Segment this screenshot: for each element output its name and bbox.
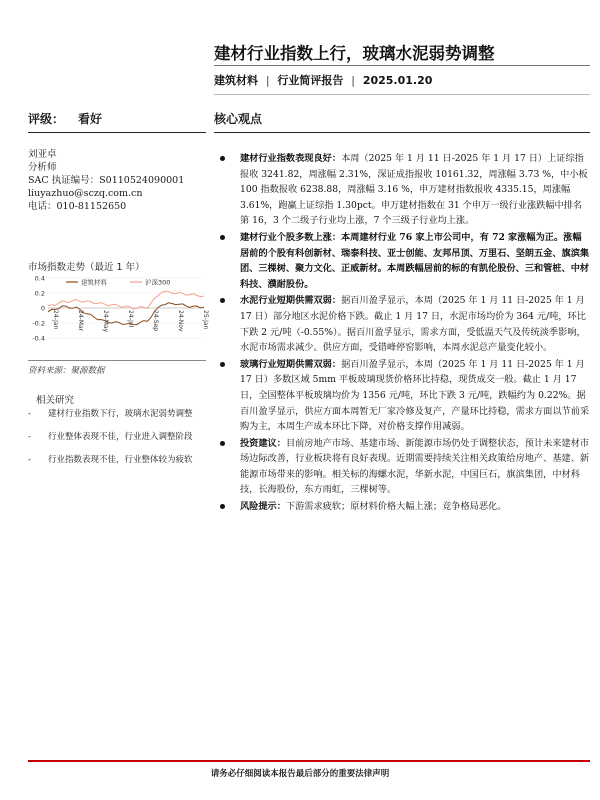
related-research-list (28, 408, 208, 477)
x-tick-label: 24-Nov (177, 310, 184, 332)
legal-disclaimer[interactable]: 请务必仔细阅读本报告最后部分的重要法律声明 (210, 769, 390, 779)
report-type-label: 行业简评报告 (277, 74, 344, 87)
analyst-sac: SAC 执证编号：S0110524090001 (28, 175, 185, 186)
core-view-item (218, 151, 590, 229)
legend-label: 沪深300 (145, 278, 171, 287)
bullet-dot (220, 235, 225, 240)
core-view-text: 下游需求疲软；原材料价格大幅上涨；竞争格局恶化。 (285, 501, 507, 513)
subtitle-separator: | (351, 74, 355, 87)
series-line (48, 291, 204, 309)
analyst-name: 刘亚卓 (28, 149, 57, 160)
related-item[interactable]: - 行业指数表现不佳，行业整体较为疲软 (28, 455, 193, 465)
related-item[interactable]: - 行业整体表现不佳，行业进入调整阶段 (28, 432, 193, 442)
analyst-info (28, 148, 203, 213)
chart-divider (28, 360, 206, 361)
subtitle-separator: | (265, 74, 270, 87)
list-dash: - (28, 432, 31, 442)
core-view-lead: 建材行业个股多数上涨：本周建材行业 76 家上市公司中，有 72 家涨幅为正。涨幅居前的个股有科创新材、瑞泰科技、亚士创能、友邦吊顶、万里石、坚朗五金、旗滨集团、三棵树、聚力文化、正威新材。本周跌幅居前的标的有凯伦股份、三和管桩、中材科技、濮耐股份。 (240, 231, 590, 290)
rating-label: 评级： (28, 112, 65, 126)
legend-label: 建筑材料 (81, 278, 107, 287)
bullet-dot (220, 156, 225, 161)
analyst-phone: 电话：010-81152650 (28, 201, 127, 212)
report-subtitle (214, 72, 432, 88)
bullet-dot (220, 362, 225, 367)
x-tick-label: 24-Sep (152, 310, 159, 332)
core-view-text: 本周（2025 年 1 月 11 日-2025 年 1 月 17 日）上证综指报收 3241.82，周涨幅 2.31%，深证成指报收 10161.32，周涨幅 3.73 %，中小板 100 指数报收 6238.88，周涨幅 3.16 %，申万建材指数报收 4335.15，周涨幅 3.61%，跑赢上证综指 1.30pct。申万建材指数在 31 个申万一级行业涨跌幅中排名第 16，3 个二级子行业均上涨，7 个三级子行业均上涨。 (240, 153, 588, 227)
bullet-dot (220, 298, 225, 303)
related-item[interactable]: - 建材行业指数下行，玻璃水泥弱势调整 (28, 409, 193, 419)
y-tick-label: 0.4 (34, 274, 45, 283)
related-research-title: 相关研究 (36, 395, 75, 406)
list-dash: - (28, 455, 31, 465)
core-view-item (218, 293, 590, 355)
core-view-lead: 风险提示： (240, 501, 286, 513)
core-views-title: 核心观点 (214, 112, 263, 126)
report-title: 建材行业指数上行，玻璃水泥弱势调整 (214, 44, 495, 63)
core-view-lead: 玻璃行业短期供需双弱： (240, 358, 342, 370)
list-dash: - (28, 409, 31, 419)
bullet-dot (220, 441, 225, 446)
header-divider-2 (214, 94, 590, 95)
core-views-list (218, 151, 590, 516)
x-tick-label: 24-Jul (127, 310, 134, 328)
left-column-rule (28, 132, 206, 133)
y-tick-label: -0.4 (32, 334, 45, 343)
y-tick-label: 0.2 (34, 289, 45, 298)
core-view-text: 目前房地产市场、基建市场、新能源市场仍处于调整状态，预计未来建材市场边际改善，行业板块将有良好表现。近期需要持续关注相关政策给房地产、基建、新能源市场带来的影响。相关标的海螺水泥，华新水泥，中国巨石，旗滨集团，中材科技，长海股份，东方雨虹，三棵树等。 (240, 437, 590, 496)
report-date: 2025.01.20 (362, 74, 433, 87)
core-view-item (218, 499, 590, 515)
footer-rule (28, 760, 590, 762)
x-tick-label: 24-Jan (52, 310, 59, 330)
core-view-text: 据百川盈孚显示，本周（2025 年 1 月 11 日-2025 年 1 月 17 日）部分地区水泥价格下跌。截止 1 月 17 日，水泥市场均价为 364 元/吨，环比下跌 2 元/吨（-0.55%）。据百川盈孚显示，需求方面，受低温天气及传统淡季影响，水泥市场需求减少。供应方面，受错峰停窑影响，本周水泥总产量变化较小。 (240, 295, 586, 354)
x-tick-label: 24-Mar (77, 310, 84, 332)
core-view-lead: 水泥行业短期供需双弱： (240, 295, 342, 307)
analyst-role: 分析师 (28, 162, 57, 173)
core-view-text: 据百川盈孚显示，本周（2025 年 1 月 11 日-2025 年 1 月 17 日）多数区域 5mm 平板玻璃现货价格环比持稳，现货成交一般。截止 1 月 17 日，全国整体平板玻璃均价为 1356 元/吨，环比下跌 3 元/吨，跌幅约为 0.22%。据百川盈孚显示，供应方面本周暂无厂家冷修及复产，产量环比持稳，需求方面以节前采购为主，本周生产成本环比下降，对价格支撑作用减弱。 (240, 358, 590, 433)
core-view-item (218, 436, 590, 498)
x-tick-label: 24-May (102, 310, 109, 333)
core-view-lead: 建材行业指数表现良好： (240, 153, 342, 164)
bullet-dot (220, 504, 225, 509)
right-column-rule (214, 132, 590, 133)
market-trend-chart (26, 272, 208, 358)
rating-value: 看好 (78, 112, 103, 126)
rating (28, 110, 102, 127)
analyst-email[interactable]: liuyazhuo@sczq.com.cn (28, 188, 143, 199)
core-view-lead: 投资建议： (240, 437, 286, 449)
y-tick-label: -0.2 (32, 319, 45, 328)
header-divider (214, 65, 590, 66)
y-tick-label: 0 (40, 304, 45, 313)
core-view-item (218, 230, 590, 292)
market-trend-title: 市场指数走势（最近 1 年） (28, 262, 145, 273)
industry-label: 建筑材料 (214, 74, 258, 87)
chart-source: 资料来源：聚源数据 (28, 366, 105, 376)
x-tick-label: 25-Jan (202, 310, 209, 330)
core-view-item (218, 357, 590, 435)
